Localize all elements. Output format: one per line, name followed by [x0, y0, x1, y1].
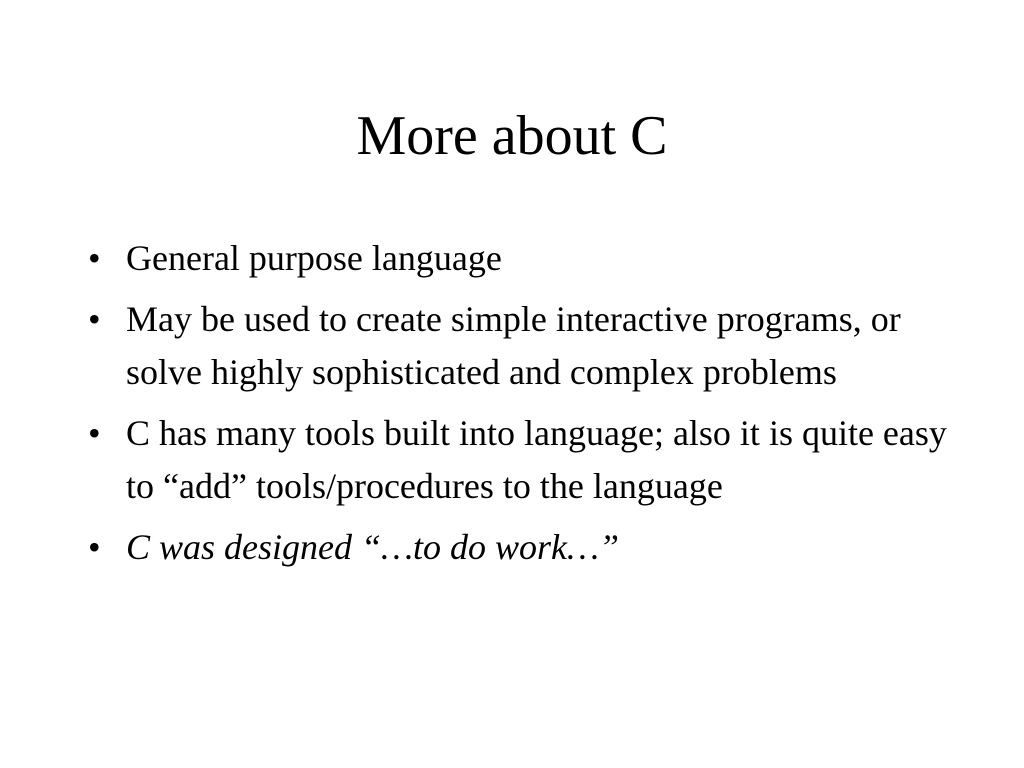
- bullet-text: C was designed “…to do work…”: [126, 527, 620, 567]
- bullet-icon: •: [88, 238, 101, 278]
- bullet-icon: •: [88, 527, 101, 567]
- bullet-item: [88, 232, 948, 285]
- bullet-list: [88, 232, 948, 582]
- bullet-text: May be used to create simple interactive programs, or solve highly sophisticated and complex problems: [126, 299, 901, 392]
- slide-title: More about C: [356, 105, 668, 167]
- bullet-icon: •: [88, 299, 101, 339]
- bullet-item: [88, 407, 948, 513]
- bullet-item: [88, 521, 948, 574]
- bullet-item: [88, 293, 948, 399]
- bullet-icon: •: [88, 413, 101, 453]
- bullet-text: General purpose language: [126, 238, 502, 278]
- bullet-text: C has many tools built into language; also it is quite easy to “add” tools/procedures to the language: [126, 413, 947, 506]
